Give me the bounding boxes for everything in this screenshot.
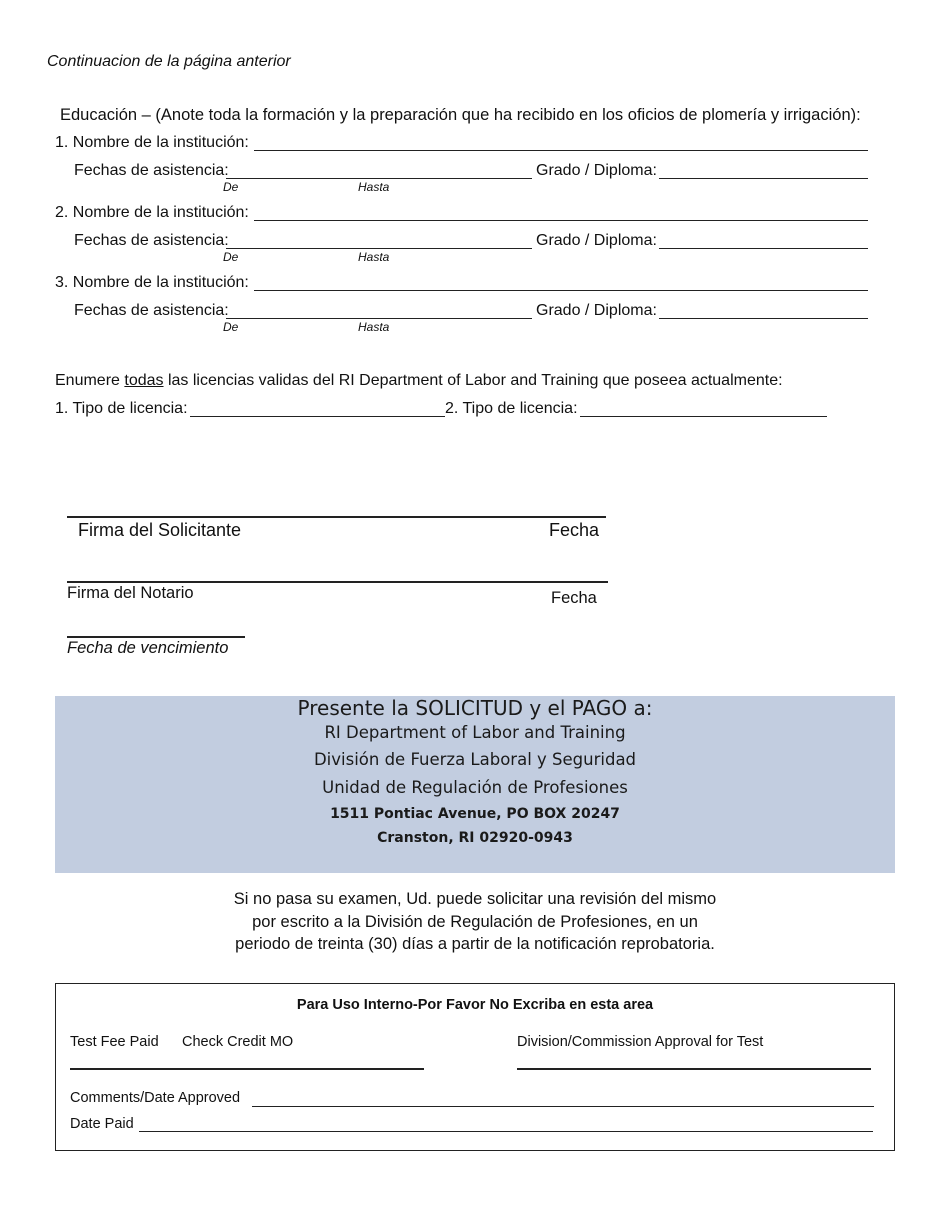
test-fee-field[interactable] [70, 1068, 424, 1070]
approval-label: Division/Commission Approval for Test [517, 1034, 764, 1050]
dates-label: Fechas de asistencia: [74, 162, 229, 179]
license-type-1-label: 1. Tipo de licencia: [55, 400, 188, 417]
notary-signature-line[interactable] [67, 581, 608, 583]
dates-field[interactable] [226, 248, 532, 249]
applicant-signature-line[interactable] [67, 516, 606, 518]
from-label: De [223, 250, 239, 264]
licenses-intro: Enumere todas las licencias validas del RI Department of Labor and Training que poseea actualmente: [55, 372, 783, 389]
submit-agency: RI Department of Labor and Training [324, 723, 626, 742]
payment-methods-label: Check Credit MO [182, 1034, 294, 1050]
license-type-2-label: 2. Tipo de licencia: [445, 400, 578, 417]
date-paid-label: Date Paid [70, 1116, 134, 1132]
institution-field[interactable] [254, 220, 868, 221]
applicant-date-label: Fecha [549, 520, 600, 540]
degree-field[interactable] [659, 178, 868, 179]
institution-label: 2. Nombre de la institución: [55, 204, 249, 221]
date-paid-field[interactable] [139, 1131, 873, 1132]
dates-label: Fechas de asistencia: [74, 232, 229, 249]
degree-field[interactable] [659, 248, 868, 249]
notary-signature-label: Firma del Notario [67, 584, 194, 602]
institution-label: 1. Nombre de la institución: [55, 134, 249, 151]
internal-use-title: Para Uso Interno-Por Favor No Excriba en esta area [296, 997, 654, 1013]
submit-unit: Unidad de Regulación de Profesiones [322, 778, 628, 797]
submit-info-box [55, 696, 895, 873]
degree-label: Grado / Diploma: [536, 162, 657, 179]
applicant-signature-label: Firma del Solicitante [78, 520, 242, 540]
from-label: De [223, 320, 239, 334]
comments-field[interactable] [252, 1106, 874, 1107]
degree-field[interactable] [659, 318, 868, 319]
test-fee-label: Test Fee Paid [70, 1034, 159, 1050]
to-label: Hasta [358, 180, 390, 194]
dates-field[interactable] [226, 318, 532, 319]
continuation-note: Continuacion de la página anterior [47, 53, 291, 70]
submit-heading: Presente la SOLICITUD y el PAGO a: [297, 696, 653, 720]
approval-field[interactable] [517, 1068, 871, 1070]
to-label: Hasta [358, 250, 390, 264]
comments-label: Comments/Date Approved [70, 1090, 241, 1106]
expiration-label: Fecha de vencimiento [67, 639, 229, 657]
degree-label: Grado / Diploma: [536, 302, 657, 319]
from-label: De [223, 180, 239, 194]
expiration-line[interactable] [67, 636, 245, 638]
internal-use-box [55, 983, 895, 1151]
appeal-note: Si no pasa su examen, Ud. puede solicitar una revisión del mismo por escrito a la División de Regulación de Profesiones, en un periodo de treinta (30) días a partir de la notificación reprobatoria. [233, 890, 717, 953]
institution-label: 3. Nombre de la institución: [55, 274, 249, 291]
submit-city: Cranston, RI 02920-0943 [377, 830, 573, 846]
submit-address: 1511 Pontiac Avenue, PO BOX 20247 [330, 806, 620, 822]
institution-field[interactable] [254, 290, 868, 291]
license-type-2-field[interactable] [580, 416, 827, 417]
dates-label: Fechas de asistencia: [74, 302, 229, 319]
to-label: Hasta [358, 320, 390, 334]
degree-label: Grado / Diploma: [536, 232, 657, 249]
notary-date-label: Fecha [551, 589, 597, 607]
dates-field[interactable] [226, 178, 532, 179]
education-intro: Educación – (Anote toda la formación y la preparación que ha recibido en los oficios de plomería y irrigación): [60, 106, 861, 124]
institution-field[interactable] [254, 150, 868, 151]
submit-division: División de Fuerza Laboral y Seguridad [313, 750, 637, 769]
license-type-1-field[interactable] [190, 416, 445, 417]
